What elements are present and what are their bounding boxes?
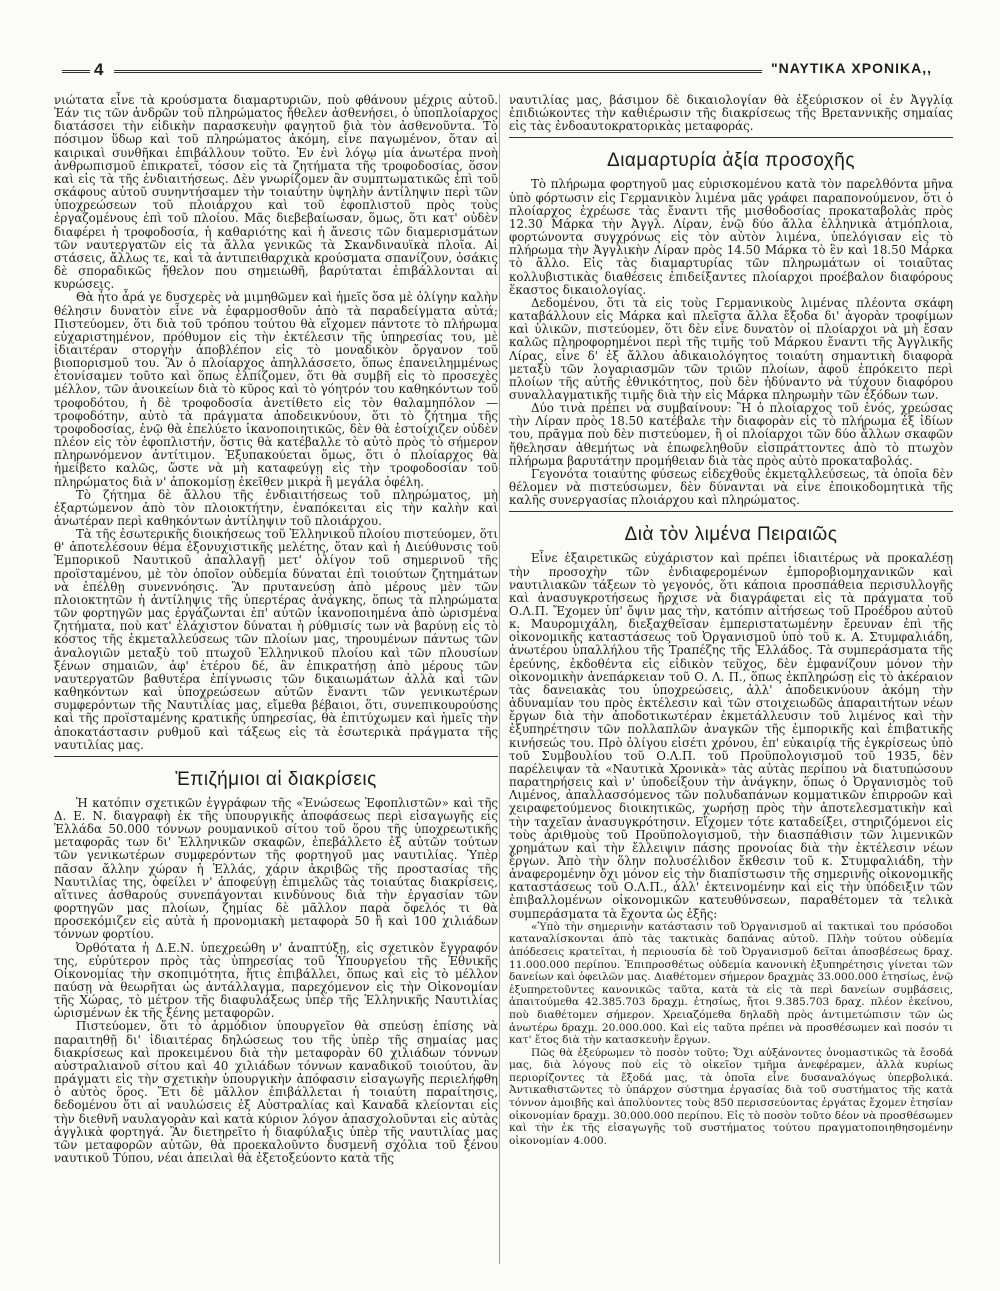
article-paragraph: Δύο τινὰ πρέπει νὰ συμβαίνουν: Ἢ ὁ πλοίαρχος τοῦ ἑνός, χρεώσας τὴν Λίραν πρὸς 18.50 κατέβαλε τὴν διαφορὰν εἰς τὸ πλήρωμα ἐξ ἰδίων του, πρᾶγμα ποὺ δὲν πιστεύομεν, ἢ οἱ πλοίαρχοι τῶν δύο ἄλλων σκαφῶν ἤθελησαν ἀθεμήτως νὰ ἐπωφεληθοῦν εἰσπράττοντες ἀπὸ τὸ πτωχὸν πλήρωμα βαρυτάτην προμήθειαν διὰ τὰς πρὸς αὐτὸ προκαταβολάς. — [509, 401, 953, 468]
article-paragraph: Ὀρθότατα ἡ Δ.Ε.Ν. ὑπεχρεώθη ν' ἀναπτύξῃ, εἰς σχετικὸν ἔγγραφόν της, εὐρύτερον πρὸς τὰς ὑπηρεσίας τοῦ Ὑπουργείου τῆς Ἐθνικῆς Οἰκονομίας τὴν σκοπιμότητα, ἥτις ἐπιβάλλει, ὅπως καὶ εἰς τὸ μέλλον παύσῃ νὰ θεωρῆται ὡς ἀντάλλαγμα, παρεχόμενον εἰς τὴν Οἰκονομίαν τῆς Χώρας, τὸ μέτρον τῆς διαφυλάξεως ὑπὲρ τῆς Ἑλληνικῆς Ναυτιλίας ὡρισμένων ἐκ τῆς ξένης μεταφορῶν. — [54, 940, 498, 1021]
article-paragraph: Τὸ ζήτημα δὲ ἄλλου τῆς ἐνδιαιτήσεως τοῦ πληρώματος, μὴ ἐξαρτώμενον ἀπὸ τὸν πλοιοκτήτην, ἐναπόκειται εἰς τὴν καλὴν καὶ ἀνωτέραν περὶ καθηκόντων ἀντίληψιν τοῦ πλοιάρχου. — [54, 487, 498, 528]
headline-diamartyria: Διαμαρτυρία ἀξία προσοχῆς — [607, 150, 855, 172]
headline-epizimioi: Ἐπιζήμιοι αἱ διακρίσεις — [175, 768, 377, 790]
journal-title: "ΝΑΥΤΙΚΑ ΧΡΟΝΙΚΑ,, — [770, 60, 932, 76]
article-paragraph: Ἡ κατόπιν σχετικῶν ἐγγράφων τῆς «Ἑνώσεως Ἐφοπλιστῶν» καὶ τῆς Δ. Ε. Ν. διαγραφὴ ἐκ τῆς ὑπουργικῆς ἀποφάσεως περὶ εἰσαγωγῆς εἰς Ἑλλάδα 50.000 τόννων ρουμανικοῦ σίτου τοῦ ὅρου τῆς ὑποχρεωτικῆς μεταφορᾶς των δι' Ἑλληνικῶν σκαφῶν, ἐπεβάλλετο ἐξ αὐτῶν τούτων τῶν γενικωτέρων συμφερόντων τῆς φορτηγοῦ μας ναυτιλίας. Ὑπὲρ πᾶσαν ἄλλην χώραν ἡ Ἑλλάς, χάριν ἀκριβῶς τῆς προστασίας τῆς Ναυτιλίας της, ὀφείλει ν' ἀποφεύγῃ ἐπιμελῶς τὰς τοιαύτας διακρίσεις, αἵτινες ἀσθαρούς συνεπάγονται κινδύνους διὰ τὴν ἐργασίαν τῶν φορτηγῶν μας πλοίων, ζημίας δὲ μᾶλλον παρὰ ὄφελός τι θὰ προσεκόμιζεν εἰς αὐτὰ ἡ προνομιακὴ μεταφορὰ 50 ἢ καὶ 100 χιλιάδων τόννων φορτίου. — [54, 795, 498, 942]
header-rule-middle — [114, 70, 762, 73]
section-divider — [509, 511, 953, 512]
section-divider — [509, 137, 953, 138]
article-paragraph: Πιστεύομεν, ὅτι τὸ ἁρμόδιον ὑπουργεῖον θὰ σπεύσῃ ἐπίσης νὰ παραιτηθῇ δι' ἰδιαιτέρας δηλώσεως του τῆς ὑπὲρ τῆς σημαίας μας διακρίσεως καὶ προκειμένου διὰ τὴν μεταφορὰν 60 χιλιάδων τόννων αὐστραλιανοῦ σίτου καὶ 40 χιλιάδων τόννων καναδικοῦ τοιούτου, ἂν πράγματι εἰς τὴν σχετικὴν ὑπουργικὴν ἀπόφασιν εἰσαγωγῆς περιελήφθη ὁ αὐτὸς ὅρος. Ἔτι δὲ μᾶλλον ἐπιβάλλεται ἡ τοιαύτη παραίτησις, δεδομένου ὅτι αἱ ναυλώσεις ἐξ Αὐστραλίας καὶ Καναδᾶ κλείονται εἰς τὴν διεθνῆ ναυλαγορὰν καὶ κατὰ κύριον λόγον ἀπασχολοῦνται εἰς αὐτὰς ἀγγλικὰ φορτηγά. Ἂν διετηρεῖτο ἡ διαφύλαξις ὑπὲρ τῆς ναυτιλίας μας τῶν μεταφορῶν αὐτῶν, θὰ προεκαλοῦντο δυσμενῆ σχόλια τοῦ ξένου ναυτικοῦ Τύπου, νέαι ἀπειλαὶ θὰ ἐξετοξεύοντο κατὰ τῆς — [54, 1019, 498, 1166]
article-paragraph: νιώτατα εἶνε τὰ κρούσματα διαμαρτυριῶν, ποὺ φθάνουν μέχρις αὐτοῦ. Ἐάν τις τῶν ἀνδρῶν τοῦ πληρώματος ἤθελεν ἀσθενήσει, ὁ ὑποπλοίαρχος διατάσσει τὴν εἰδικὴν παρασκευὴν φαγητοῦ διὰ τὸν ἀσθενοῦντα. Τὸ πόσιμον ὕδωρ καὶ τοῦ πληρώματος ἀκόμη, εἶνε παγωμένον, ὅταν αἱ καιρικαὶ συνθῆκαι ἐπιβάλλουν τοῦτο. Ἐν ἑνὶ λόγῳ μία ἀνωτέρα πνοὴ ἀνθρωπισμοῦ ἐπικρατεῖ, τόσον εἰς τὰ ζητήματα τῆς τροφοδοσίας, ὅσον καὶ εἰς τὰ τῆς ἐνδιαιτήσεως. Δὲν γνωρίζομεν ἂν συμπτωματικῶς ἐπὶ τοῦ σκάφους αὐτοῦ συνηντήσαμεν τὴν τοιαύτην ὑψηλὴν ἀντίληψιν περὶ τῶν ὑποχρεώσεων τοῦ πλοιάρχου καὶ τοῦ ἐφοπλιστοῦ πρὸς τοὺς ἐργαζομένους ἐπὶ τοῦ πλοίου. Μᾶς διεβεβαίωσαν, ὅμως, ὅτι κατ' οὐδὲν διαφέρει ἡ τροφοδοσία, ἡ καθαριότης καὶ ἡ ἄνεσις τῶν διαμερισμάτων τῶν ναυτεργατῶν εἰς τὰ ἄλλα γενικῶς τὰ Σκανδιναυϊκὰ πλοῖα. Αἱ στάσεις, ἄλλως τε, καὶ τὰ ἀντιπειθαρχικὰ κρούσματα σπανίζουν, ὁσάκις δὲ σποραδικῶς ἤθελον που σημειωθῆ, βαρύταται ἐπιβάλλονται αἱ κυρώσεις. — [54, 93, 498, 292]
article-paragraph: Γεγονότα τοιαύτης φύσεως εἰδεχθοῦς ἐκμεταλλεύσεως, τὰ ὁποῖα δὲν θέλομεν νὰ πιστεύσωμεν, δὲν δύνανται νὰ εἶνε ἐποικοδομητικὰ τῆς καλῆς συνεργασίας πλοιάρχου καὶ πληρώματος. — [509, 466, 953, 508]
article-paragraph: Εἶνε ἐξαιρετικῶς εὐχάριστον καὶ πρέπει ἰδιαιτέρως νὰ προκαλέσῃ τὴν προσοχὴν τῶν ἐνδιαφερομένων ἐμποροβιομηχανικῶν καὶ ναυτιλιακῶν τάξεων τὸ γεγονός, ὅτι κάποια προσπάθεια περισυλλογῆς καὶ ἀνασυγκροτήσεως ἤρχισε νὰ διαγράφεται εἰς τὰ πράγματα τοῦ Ο.Λ.Π. Ἔχομεν ὑπ' ὄψιν μας τὴν, κατόπιν αἰτήσεως τοῦ Προέδρου αὐτοῦ κ. Μαυρομιχάλη, διεξαχθεῖσαν ἐμπεριστατωμένην ἔρευναν ἐπὶ τῆς οἰκονομικῆς καταστάσεως τοῦ Ὀργανισμοῦ ὑπὸ τοῦ κ. Α. Στυμφαλιάδη, ἀνωτέρου ὑπαλλήλου τῆς Τραπέζης τῆς Ἑλλάδος. Τὰ συμπεράσματα τῆς ἐρεύνης, ἐκδοθέντα εἰς εἰδικὸν τεῦχος, δὲν ἐμφανίζουν μόνον τὴν οἰκονομικὴν ἀνεπάρκειαν τοῦ Ο. Λ. Π., ὅπως ἐκπληρώσῃ εἰς τὸ ἀκέραιον τὰς δανειακὰς του ὑποχρεώσεις, ἀλλ' ἀποδεικνύουν ἀκόμη τὴν ἀδυναμίαν του πρὸς ἐκτέλεσιν καὶ τῶν στοιχειωδῶς ἀπαραιτήτων νέων ἔργων διὰ τὴν ἀποδοτικωτέραν ἐκμετάλλευσιν τοῦ λιμένος καὶ τὴν ἐξυπηρέτησιν τῶν πολλαπλῶν ἀναγκῶν τῆς ἐμπορικῆς καὶ ἐπιβατικῆς κινήσεώς του. Πρὸ ὀλίγου εἰσέτι χρόνου, ἐπ' εὐκαιρίᾳ τῆς ἐγκρίσεως ὑπὸ τοῦ Συμβουλίου τοῦ Ο.Λ.Π. τοῦ Προϋπολογισμοῦ τοῦ 1935, δὲν παρέλειψαν τὰ «Ναυτικὰ Χρονικὰ» τὰς αὐτὰς περίπου νὰ διατυπώσουν παρατηρήσεις καὶ ν' ὑποδείξουν τὴν ἀνάγκην, ὅπως ὁ Ὀργανισμὸς τοῦ Λιμένος, ἀπαλλασσόμενος τῶν πολυδαπάνων κομματικῶν ἐπιρροῶν καὶ χειραφετούμενος διοικητικῶς, χωρήσῃ πρὸς τὴν ἀποτελεσματικὴν καὶ τὴν ταχεῖαν ἀνασυγκρότησιν. Εἴχομεν τότε καταδείξει, στηριζόμενοι εἰς τοὺς ἀριθμοὺς τοῦ Προϋπολογισμοῦ, τὴν διασπάθισιν τῶν λιμενικῶν χρημάτων καὶ τὴν ἔλλειψιν πάσης προνοίας διὰ τὴν ἐκτέλεσιν νέων ἔργων. Ἀπὸ τὴν ὅλην πολυσέλιδον ἔκθεσιν τοῦ κ. Στυμφαλιάδη, τὴν ἀναφερομένην ὄχι μόνον εἰς τὴν διαπίστωσιν τῆς σημερινῆς οἰκονομικῆς καταστάσεως τοῦ Ο.Λ.Π., ἀλλ' ἐκτεινομένην καὶ εἰς τὴν ὑπόδειξιν τῶν ἐπιβαλλομένων οἰκονομικῶν κατευθύνσεων, παραθέτομεν τὰ τελικὰ συμπεράσματα τὰ ἔχοντα ὡς ἑξῆς: — [509, 551, 953, 921]
article-paragraph: Θὰ ἦτο ἆρά γε δυσχερὲς νὰ μιμηθῶμεν καὶ ἡμεῖς ὅσα μὲ ὀλίγην καλὴν θέλησιν δυνατὸν εἶνε νὰ ἐφαρμοσθοῦν ἀπὸ τὰ παραδείγματα αὐτά; Πιστεύομεν, ὅτι διὰ τοῦ τρόπου τούτου θὰ εἴχομεν πάντοτε τὸ πλήρωμα εὐχαριστημένον, πρόθυμον εἰς τὴν ἐκτέλεσιν τῆς ὑπηρεσίας του, μὲ ἰδιαιτέραν στοργὴν ἀποβλέπον εἰς τὸ μοναδικὸν ὄργανον τοῦ βιοπορισμοῦ του. Ἂν ὁ πλοίαρχος ἀπηλλάσσετο, ὅπως ἐπανειλημμένως ἐτονίσαμεν τοῦτο καὶ ὅπως ἐλπίζομεν, ὅτι θὰ συμβῆ εἰς τὸ προσεχὲς μέλλον, τῶν ἀνοικείων διὰ τὸ κῦρος καὶ τὸ γόητρόν του καθηκόντων τοῦ τροφοδότου, ἡ δὲ τροφοδοσία ἀνετίθετο εἰς τὸν θαλαμηπόλον — τροφοδότην, αὐτὸ τὰ πράγματα ἀποδεικνύουν, ὅτι τὸ ζήτημα τῆς τροφοδοσίας, ἐνῷ θὰ ἐπελύετο ἱκανοποιητικῶς, δὲν θὰ ἐστοίχιζεν οὐδὲν πλέον εἰς τὸν ἐφοπλιστήν, ὅστις θὰ κατέβαλλε τὸ αὐτὸ πρὸς τὸ σήμερον πληρωνόμενον ἀντίτιμον. Ἐξυπακούεται ὅμως, ὅτι ὁ πλοίαρχος θὰ ἠμείβετο καλῶς, ὥστε νὰ μὴ καταφεύγῃ εἰς τὴν τροφοδοσίαν τοῦ πληρώματος διὰ ν' ἀποκομίσῃ ἐκεῖθεν μικρὰ ἢ μεγάλα ὀφέλη. — [54, 290, 498, 489]
article-paragraph: Τὰ τῆς ἐσωτερικῆς διοικήσεως τοῦ Ἑλληνικοῦ πλοίου πιστεύομεν, ὅτι θ' ἀποτελέσουν θέμα ἐξονυχιστικῆς μελέτης, ὅταν καὶ ἡ Διεύθυνσις τοῦ Ἐμπορικοῦ Ναυτικοῦ ἀπαλλαγῇ μετ' ὀλίγον τοῦ σημερινοῦ τῆς προϊσταμένου, μὲ τὸν ὁποῖον οὐδεμία δύναται ἐπὶ τοιούτων ζητημάτων νὰ ἐπέλθῃ συνεννόησις. Ἂν πρυτανεύσῃ ἀπὸ μέρους μὲν τῶν πλοιοκτητῶν ἡ ἀντίληψις τῆς ὑπερτέρας ἀνάγκης, ὅπως τὰ πληρώματα τῶν φορτηγῶν μας ἐργάζωνται ἐπ' αὐτῶν ἱκανοποιημένα ἀπὸ ὡρισμένα ζητήματα, ποὺ κατ' ἐλάχιστον δύναται ἡ ρύθμισίς των νὰ βαρύνῃ εἰς τὸ κόστος τῆς ἐκμεταλλεύσεως τῶν πλοίων μας, τηρουμένων πάντως τῶν ἀναλογιῶν μεταξὺ τοῦ πτωχοῦ Ἑλληνικοῦ πλοίου καὶ τῶν πλουσίων ξένων σημαιῶν, ἀφ' ἑτέρου δέ, ἂν ἐπικρατήσῃ ἀπὸ μέρους τῶν ναυτεργατῶν βαθυτέρα ἐπίγνωσις τῶν δικαιωμάτων ἀλλὰ καὶ τῶν καθηκόντων καὶ ὑποχρεώσεων αὐτῶν ἔναντι τῶν γενικωτέρων συμφερόντων τῆς Ναυτιλίας μας, εἴμεθα βέβαιοι, ὅτι, συνεπικουρούσης καὶ τῆς προϊσταμένης κρατικῆς ὑπηρεσίας, θὰ ἐπιτύχωμεν καὶ ἡμεῖς τὴν ἀποκατάστασιν ρυθμοῦ καὶ τάξεως εἰς τὰ ἐσωτερικὰ πράγματα τῆς ναυτιλίας μας. — [54, 527, 498, 752]
quoted-report: Πῶς θὰ ἐξεύρωμεν τὸ ποσὸν τοῦτο; Ὄχι αὐξάνοντες ὀνομαστικῶς τὰ ἔσοδά μας, διὰ λόγους ποὺ εἰς τὸ οἰκεῖον τμῆμα ἀνεφέραμεν, ἀλλὰ κυρίως περιορίζοντες τὰ ἔξοδά μας, τὰ ὁποῖα εἶνε δυσαναλόγως ὑπερβολικά. Ἀντικαθιστῶντες τὸ ὑπάρχον σύστημα ἐργασίας διὰ τοῦ συστήματος τῆς κατὰ τόννον ἀμοιβῆς καὶ ἀπολύοντες τοὺς 850 περισσεύοντας ἐργάτας ἔχομεν ἐτησίαν οἰκονομίαν δραχμ. 30.000.000 περίπου. Εἰς τὸ ποσὸν τοῦτο δέον νὰ προσθέσωμεν καὶ τὴν ἐκ τῆς εἰσαγωγῆς τοῦ συστήματος τούτου πραγματοποιηθησομένην οἰκονομίαν 4.000. — [509, 1046, 953, 1147]
left-column — [54, 94, 498, 1165]
header-rule-left — [62, 70, 90, 73]
page-header — [62, 60, 942, 84]
quoted-report: «Ὑπὸ τὴν σημερινὴν κατάστασιν τοῦ Ὀργανισμοῦ αἱ τακτικαὶ του πρόσοδοι καταναλίσκονται ἀπὸ τὰς τακτικὰς δαπάνας αὐτοῦ. Πλὴν τούτου οὐδεμία ἀπόδεσεις κρατεῖται, ἡ περιουσία δὲ τοῦ Ὀργανισμοῦ δεῖται ἀποσβέσεως δραχ. 11.000.000 περίπου. Ἐπιπροσθέτως οὐδεμία κανονικὴ ἐξυπηρέτησις γίνεται τῶν δανείων καὶ ὀφειλῶν μας. Διαθέτομεν σήμερον δραχμὰς 33.000.000 ἐτησίως, ἐνῷ ἐξυπηρετοῦντες κανονικῶς ταῦτα, κατὰ τὰ εἰς τὰ περὶ δανείων συμβάσεις, ἀπαιτούμεθα 42.385.703 δραχμ. ἐτησίως, ἤτοι 9.385.703 δραχ. πλέον ἐκείνου, ποὺ διαθέτομεν σήμερον. Χρειαζόμεθα δηλαδὴ πρὸς ἀντιμετώπισιν τῶν ὡς ἀνωτέρω δραχμ. 20.000.000. Καὶ εἰς ταῦτα πρέπει νὰ προσθέσωμεν καὶ ποσόν τι κατ' ἔτος διὰ τὴν κατασκευὴν ἔργων. — [509, 920, 953, 1047]
right-column — [509, 94, 953, 1147]
section-divider — [54, 756, 498, 757]
column-divider — [499, 94, 500, 1264]
article-paragraph: Δεδομένου, ὅτι τὰ εἰς τοὺς Γερμανικοὺς λιμένας πλέοντα σκάφη καταβάλλουν εἰς Μάρκα καὶ πλεῖστα ἄλλα ἔξοδα δι' ἀγορὰν τροφίμων καὶ ὑλικῶν, πιστεύομεν, ὅτι δὲν εἶνε δυνατὸν οἱ πλοίαρχοι νὰ μὴ ἔσαν καλῶς πληροφορημένοι περὶ τῆς τιμῆς τοῦ Μάρκου ἔναντι τῆς Ἀγγλικῆς Λίρας, εἶνε δ' ἐξ ἄλλου ἀδικαιολόγητος τοιαύτη σημαντικὴ διαφορὰ μεταξὺ τῶν λογαριασμῶν τῶν τριῶν πλοίων, ἀφοῦ ἐπρόκειτο περὶ πλοίων τῆς αὐτῆς ἐθνικότητος, ποὺ δὲν ἠδύναντο νὰ τύχουν διαφόρου συναλλαγματικῆς τιμῆς διὰ τὴν εἰς Μάρκα πληρωμὴν τῶν ἐξόδων των. — [509, 295, 953, 402]
page-number: 4 — [94, 60, 104, 79]
headline-peiraios: Διὰ τὸν λιμένα Πειραιῶς — [624, 524, 838, 546]
article-paragraph: ναυτιλίας μας, βάσιμον δὲ δικαιολογίαν θὰ ἐξεύρισκον οἱ ἐν Ἀγγλίᾳ ἐπιδιώκοντες τὴν καθιέρωσιν τῆς διακρίσεως τῆς Βρεταννικῆς σημαίας εἰς τὰς ἐνδοαυτοκρατορικὰς μεταφοράς. — [509, 93, 953, 134]
article-paragraph: Τὸ πλήρωμα φορτηγοῦ μας εὑρισκομένου κατὰ τὸν παρελθόντα μῆνα ὑπὸ φόρτωσιν εἰς Γερμανικὸν λιμένα μᾶς γράφει παραπονούμενον, ὅτι ὁ πλοίαρχος ἐχρέωσε τὰς ἔναντι τῆς μισθοδοσίας προκαταβολὰς πρὸς 12.30 Μάρκα τὴν Ἀγγλ. Λίραν, ἐνῷ δύο ἄλλα ἑλληνικὰ ἀτμόπλοια, φορτώνοντα συγχρόνως εἰς τὸν αὐτὸν λιμένα, ὑπελόγισαν εἰς τὸ πλήρωμα τὴν Ἀγγλικὴν Λίραν πρὸς 14.50 Μάρκα τὸ ἓν καὶ 18.50 Μάρκα τὸ ἄλλο. Εἰς τὰς διαμαρτυρίας τῶν πληρωμάτων οἱ τοιαῦτας κολλυβιστικὰς διαθέσεις ἐπιδείξαντες πλοίαρχοι προέβαλον διαφόρους ἕκαστος δικαιολογίας. — [509, 177, 953, 297]
